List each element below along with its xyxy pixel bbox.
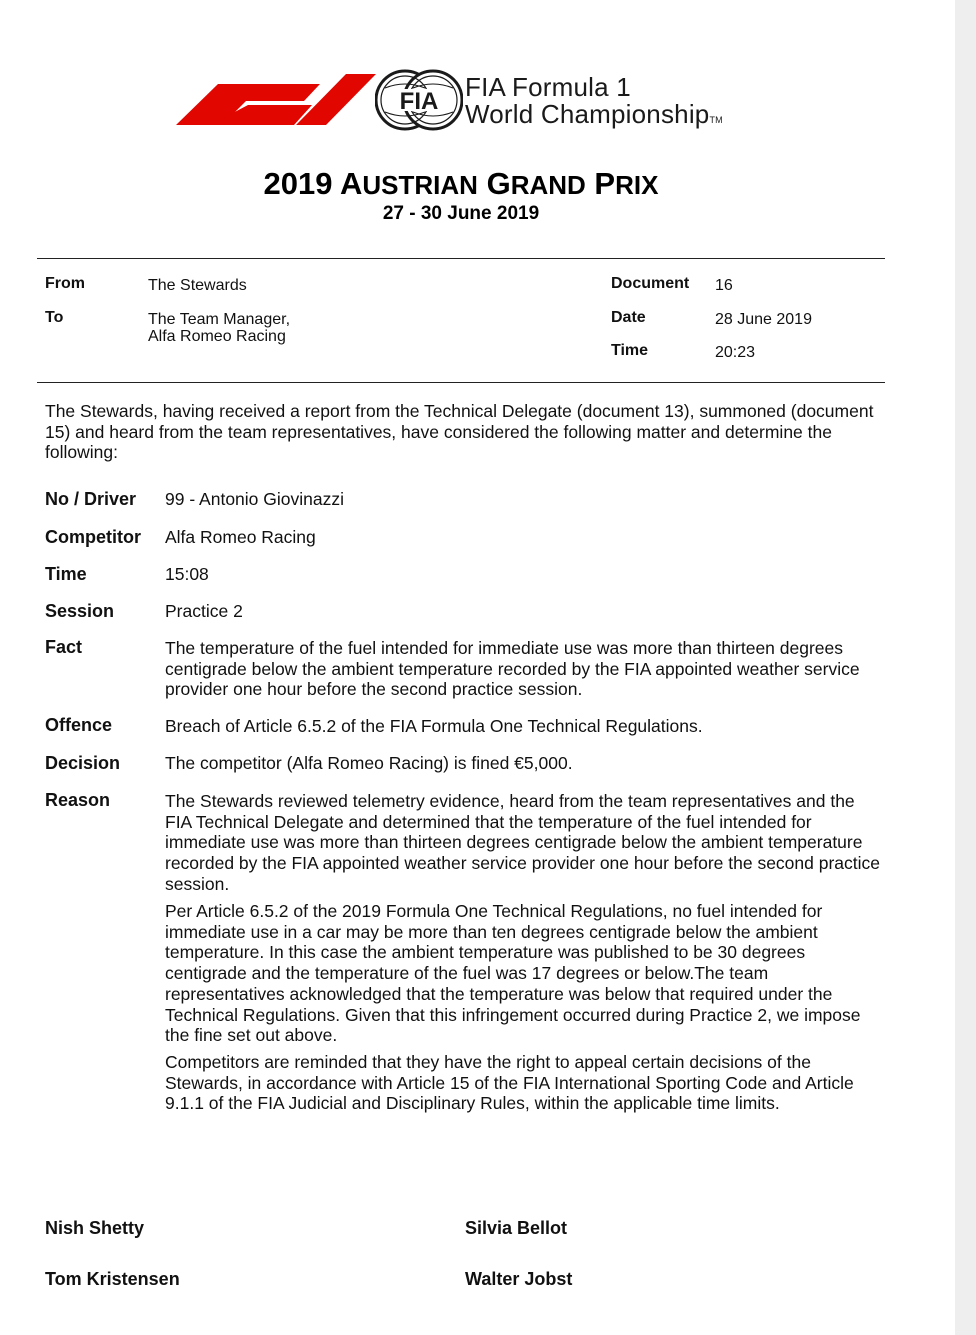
championship-name <box>465 74 723 134</box>
driver-label: No / Driver <box>45 489 137 509</box>
event-title <box>0 166 922 202</box>
event-title-year: 2019 <box>263 166 333 201</box>
steward-signatory-3: Tom Kristensen <box>45 1269 180 1289</box>
from-value: The Stewards <box>148 277 247 294</box>
event-title-rest-2: RAND <box>510 170 586 200</box>
championship-line-2 <box>465 101 723 134</box>
from-label: From <box>45 275 85 292</box>
steward-signatory-2: Silvia Bellot <box>465 1218 568 1238</box>
page-edge-strip <box>955 0 976 1335</box>
event-title-initial-3: P <box>594 166 616 201</box>
fia-logo-text: FIA <box>399 88 439 115</box>
offence-value: Breach of Article 6.5.2 of the FIA Formula One Technical Regulations. <box>165 716 703 736</box>
decision-label: Decision <box>45 753 121 773</box>
fact-value: The temperature of the fuel intended for immediate use was more than thirteen degrees centigrade below the ambient temperature recorded by the FIA appointed weather service provider one hour before the second practice session. <box>165 638 860 700</box>
event-dates: 27 - 30 June 2019 <box>382 203 540 224</box>
event-title-rest-1: USTRIAN <box>362 170 478 200</box>
date-label: Date <box>611 309 646 326</box>
fia-logo-icon <box>375 68 463 132</box>
event-title-initial-2: G <box>486 166 511 201</box>
memo-bottom-rule <box>37 382 885 383</box>
fact-label: Fact <box>45 637 83 657</box>
offence-label: Offence <box>45 715 113 735</box>
header-logo-block <box>170 60 780 150</box>
competitor-value: Alfa Romeo Racing <box>165 527 316 547</box>
reason-paragraph-1: The Stewards reviewed telemetry evidence, heard from the team representatives and the FIA Technical Delegate and determined that the temperature of the fuel intended for immediate use was more than thirteen degrees centigrade below the ambient temperature recorded by the FIA appointed weather service provider one hour before the second practice session. <box>165 791 881 894</box>
intro-paragraph: The Stewards, having received a report from the Technical Delegate (document 13), summoned (document 15) and heard from the team representatives, have considered the following matter and determine the following: <box>45 401 874 462</box>
date-value: 28 June 2019 <box>715 311 812 328</box>
decision-value: The competitor (Alfa Romeo Racing) is fined €5,000. <box>165 753 573 773</box>
event-title-initial-1: A <box>339 166 363 201</box>
steward-signatory-1: Nish Shetty <box>45 1218 145 1238</box>
trademark-mark: TM <box>709 115 723 125</box>
document-label: Document <box>611 275 690 292</box>
reason-paragraph-3: Competitors are reminded that they have the right to appeal certain decisions of the Stewards, in accordance with Article 15 of the FIA International Sporting Code and Article 9.1.1 of the FIA Judicial and Disciplinary Rules, within the applicable time limits. <box>165 1052 854 1114</box>
championship-line-2-text: World Championship <box>465 99 710 129</box>
session-value: Practice 2 <box>165 601 243 621</box>
to-value-line-1: The Team Manager, <box>148 311 291 328</box>
event-title-rest-3: RIX <box>615 170 659 200</box>
session-label: Session <box>45 601 115 621</box>
memo-top-rule <box>37 258 885 259</box>
competitor-label: Competitor <box>45 527 141 547</box>
reason-paragraph-2: Per Article 6.5.2 of the 2019 Formula One Technical Regulations, no fuel intended for immediate use in a car may be more than ten degrees centigrade below the ambient temperature. In this case the ambient temperature was published to be 30 degrees centigrade and the temperature of the fuel was 17 degrees or below.The team representatives acknowledged that the temperature was below that required under the Technical Regulations. Given that this infringement occurred during Practice 2, we impose the fine set out above. <box>165 901 861 1046</box>
f1-logo-icon <box>170 70 376 126</box>
time-label: Time <box>611 342 649 359</box>
time-value: 20:23 <box>715 344 756 361</box>
to-label: To <box>45 309 64 326</box>
document-number: 16 <box>715 277 733 294</box>
steward-signatory-4: Walter Jobst <box>465 1269 573 1289</box>
to-value-line-2: Alfa Romeo Racing <box>148 328 286 345</box>
driver-value: 99 - Antonio Giovinazzi <box>165 489 344 509</box>
incident-time-value: 15:08 <box>165 564 209 584</box>
incident-time-label: Time <box>45 564 87 584</box>
championship-line-1: FIA Formula 1 <box>465 72 631 102</box>
reason-label: Reason <box>45 790 111 810</box>
